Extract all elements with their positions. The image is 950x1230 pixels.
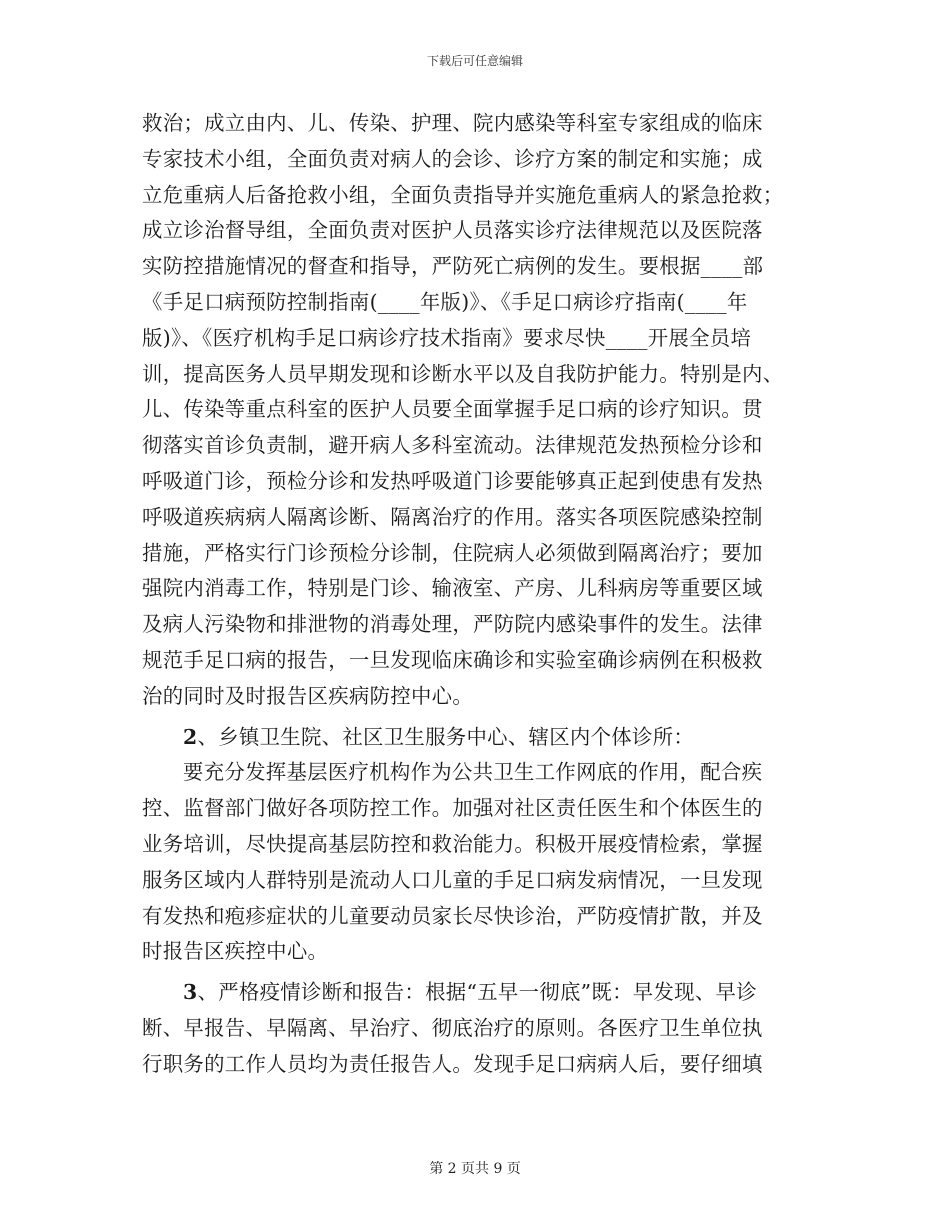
text-line: 控、监督部门做好各项防控工作。加强对社区责任医生和个体医生的: [142, 796, 763, 821]
paragraph-1: [142, 106, 808, 715]
text-line: 规范手足口病的报告，一旦发现临床确诊和实验室确诊病例在积极救: [142, 647, 763, 672]
text-line: 治的同时及时报告区疾病防控中心。: [142, 683, 474, 708]
text-line: 儿、传染等重点科室的医护人员要全面掌握手足口病的诊疗知识。贯: [142, 397, 763, 422]
text-line: 专家技术小组，全面负责对病人的会诊、诊疗方案的制定和实施；成: [142, 146, 763, 171]
text-line: 呼吸道疾病病人隔离诊断、隔离治疗的作用。落实各项医院感染控制: [142, 504, 763, 529]
text-line: 措施，严格实行门诊预检分诊制，住院病人必须做到隔离治疗；要加: [142, 540, 763, 565]
text-line: 呼吸道门诊，预检分诊和发热呼吸道门诊要能够真正起到使患有发热: [142, 468, 763, 493]
section-number: 2: [183, 724, 198, 749]
text-line: 及病人污染物和排泄物的消毒处理，严防院内感染事件的发生。法律: [142, 612, 763, 637]
page-header: 下载后可任意编辑: [426, 54, 523, 68]
section-3: [142, 975, 808, 1082]
text-line: 要充分发挥基层医疗机构作为公共卫生工作网底的作用，配合疾: [183, 760, 763, 785]
text-line: 成立诊治督导组，全面负责对医护人员落实诊疗法律规范以及医院落: [142, 218, 763, 243]
section-heading-text: 、乡镇卫生院、社区卫生服务中心、辖区内个体诊所：: [197, 724, 695, 749]
section-2: [142, 720, 808, 971]
section-number: 3: [183, 980, 198, 1005]
text-line: 断、早报告、早隔离、早治疗、彻底治疗的原则。各医疗卫生单位执: [142, 1015, 763, 1040]
text-line: 版)》、《医疗机构手足口病诊疗技术指南》要求尽快____开展全员培: [142, 325, 752, 350]
text-line: 业务培训，尽快提高基层防控和救治能力。积极开展疫情检索，掌握: [142, 831, 763, 856]
section-heading: [142, 975, 808, 1011]
text-line: 服务区域内人群特别是流动人口儿童的手足口病发病情况，一旦发现: [142, 867, 763, 892]
text-line: 彻落实首诊负责制，避开病人多科室流动。法律规范发热预检分诊和: [142, 433, 763, 458]
text-line: 实防控措施情况的督查和指导，严防死亡病例的发生。要根据____部: [142, 254, 764, 279]
text-line: 《手足口病预防控制指南(____年版)》、《手足口病诊疗指南(____年: [142, 289, 748, 314]
document-body: [142, 106, 808, 1083]
text-line: 有发热和疱疹症状的儿童要动员家长尽快诊治，严防疫情扩散，并及: [142, 903, 763, 928]
text-line: 行职务的工作人员均为责任报告人。发现手足口病病人后，要仔细填: [142, 1051, 763, 1076]
page-footer: 第 2 页共 9 页: [429, 1161, 521, 1177]
text-line: 、严格疫情诊断和报告：根据“五早一彻底”既：早发现、早诊: [197, 980, 757, 1005]
text-line: 救治；成立由内、儿、传染、护理、院内感染等科室专家组成的临床: [142, 111, 763, 135]
text-line: 强院内消毒工作，特别是门诊、输液室、产房、儿科病房等重要区域: [142, 576, 763, 601]
text-line: 立危重病人后备抢救小组，全面负责指导并实施危重病人的紧急抢救；: [142, 182, 784, 207]
text-line: 时报告区疾控中心。: [142, 939, 329, 964]
text-line: 训，提高医务人员早期发现和诊断水平以及自我防护能力。特别是内、: [142, 361, 784, 386]
section-heading: [142, 720, 808, 756]
